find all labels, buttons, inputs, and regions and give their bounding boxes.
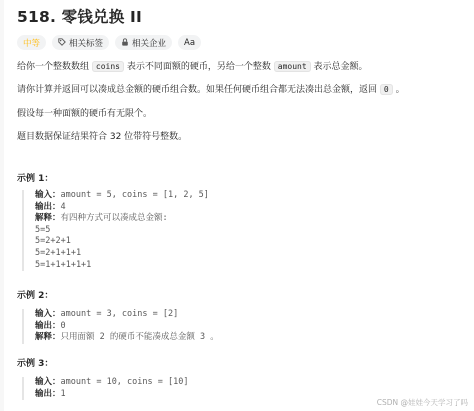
output-value: 0	[60, 320, 66, 331]
description-line-3: 假设每一种面额的硬币有无限个。	[17, 109, 153, 119]
explain-label: 解释：	[35, 213, 61, 224]
tag-icon	[58, 38, 66, 48]
output-label: 输出：	[35, 201, 61, 212]
explain-value: 有四种方式可以凑成总金额:	[60, 213, 168, 224]
output-value: 1	[60, 388, 66, 399]
output-label: 输出：	[35, 320, 61, 331]
example-3-title: 示例 3：	[17, 359, 54, 369]
related-tags-label: 相关标签	[69, 38, 104, 49]
desc-text: 。	[395, 85, 405, 95]
explain-value: 只用面额 2 的硬币不能凑成总金额 3 。	[60, 332, 219, 343]
desc-text: 表示不同面额的硬币，另给一个整数	[126, 62, 271, 72]
example-input	[35, 309, 474, 321]
code-zero: 0	[380, 84, 393, 95]
problem-title: 518. 零钱兑换 II	[17, 8, 142, 26]
difficulty-label: 中等	[23, 38, 41, 49]
example-2-title: 示例 2：	[17, 291, 54, 301]
description-line-2	[17, 82, 405, 95]
explanation-line: 5=1+1+1+1+1	[35, 259, 92, 270]
desc-text: 表示总金额。	[313, 62, 368, 72]
input-label: 输入：	[35, 377, 61, 387]
explanation-line: 5=2+2+1	[35, 236, 71, 247]
example-explanation	[35, 213, 474, 225]
desc-text: 请你计算并返回可以凑成总金额的硬币组合数。如果任何硬币组合都无法凑出总金额，返回	[17, 85, 378, 95]
tag-bar	[17, 35, 201, 50]
description-line-1	[17, 59, 368, 72]
left-edge	[0, 0, 4, 411]
example-output	[35, 321, 474, 333]
explanation-line: 5=2+1+1+1	[35, 247, 82, 258]
code-amount: amount	[274, 61, 311, 72]
example-1-title: 示例 1：	[17, 174, 54, 184]
related-companies-button[interactable]	[115, 35, 172, 50]
description-line-4: 题目数据保证结果符合 32 位带符号整数。	[17, 132, 188, 142]
output-value: 4	[60, 201, 66, 212]
explain-label: 解释：	[35, 332, 61, 343]
font-size-icon: Aa	[184, 37, 196, 48]
input-value: amount = 3, coins = [2]	[60, 309, 179, 319]
related-tags-button[interactable]	[52, 35, 109, 50]
font-size-button[interactable]	[178, 35, 201, 50]
difficulty-badge	[17, 35, 46, 50]
input-value: amount = 5, coins = [1, 2, 5]	[60, 190, 209, 200]
example-1-box	[22, 190, 474, 271]
input-value: amount = 10, coins = [10]	[60, 377, 189, 387]
watermark: CSDN @娃娃今天学习了吗	[376, 398, 468, 407]
example-explanation	[35, 332, 474, 344]
lock-icon	[121, 38, 129, 48]
input-label: 输入：	[35, 190, 61, 200]
desc-text: 给你一个整数数组	[17, 62, 90, 72]
explanation-line: 5=5	[35, 224, 51, 235]
code-coins: coins	[92, 61, 124, 72]
example-2-box	[22, 309, 474, 344]
input-label: 输入：	[35, 309, 61, 319]
related-companies-label: 相关企业	[132, 38, 167, 49]
example-input	[35, 190, 474, 202]
output-label: 输出：	[35, 388, 61, 399]
example-output	[35, 202, 474, 214]
example-input	[35, 377, 474, 389]
